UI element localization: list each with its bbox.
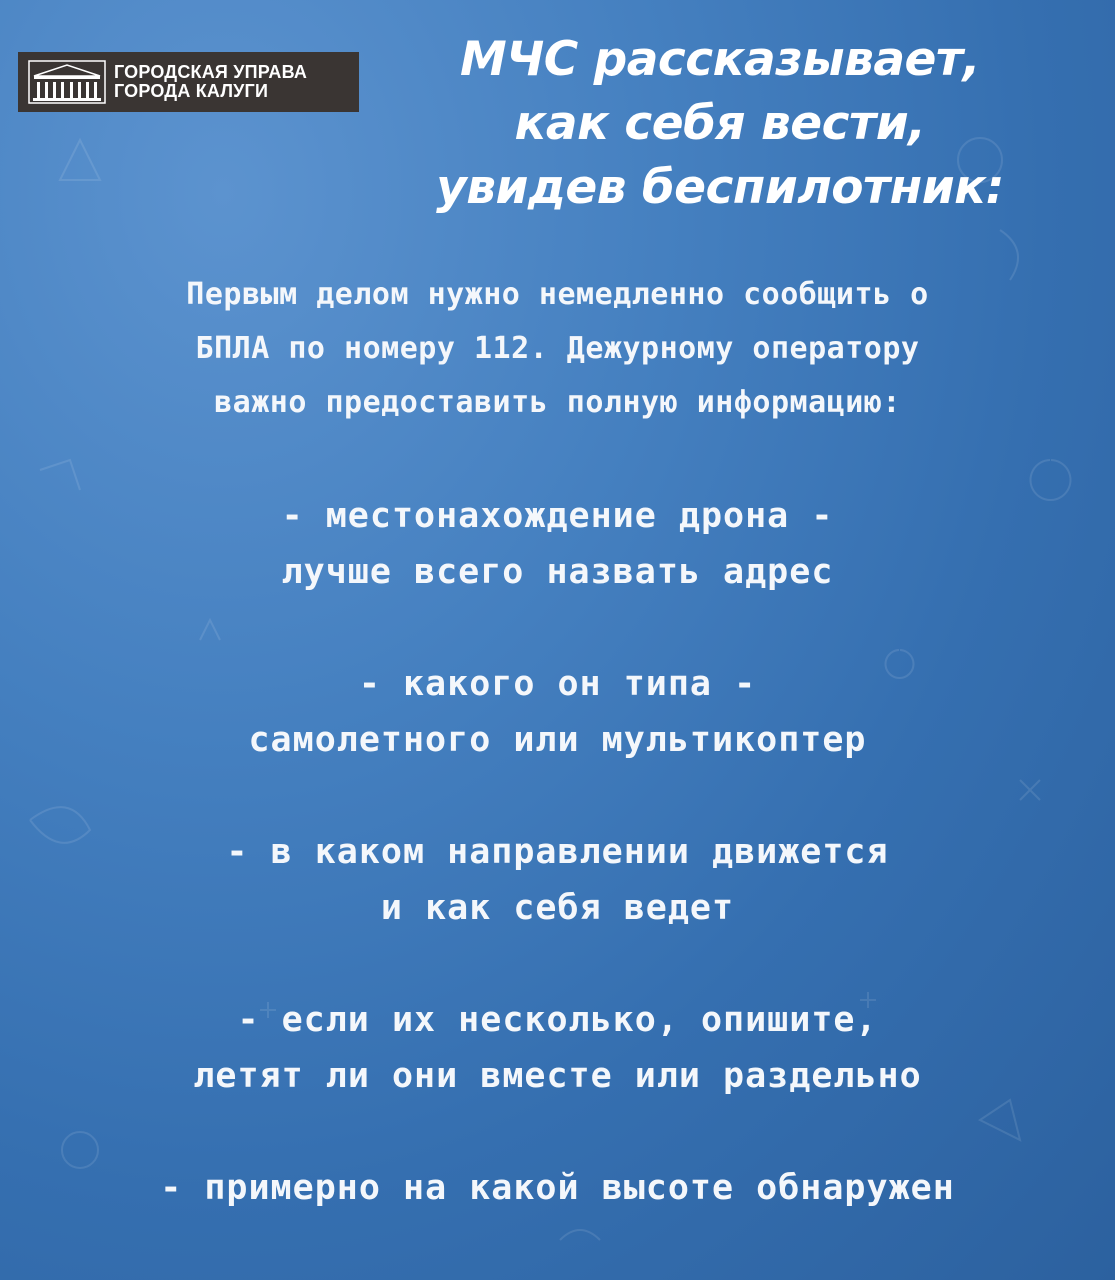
list-item-line: самолетного или мультикоптер <box>248 720 867 760</box>
list-item-line: - примерно на какой высоте обнаружен <box>160 1168 955 1208</box>
page-title <box>370 28 1070 220</box>
list-item-line: и как себя ведет <box>380 888 735 928</box>
logo-line-1: ГОРОДСКАЯ УПРАВА <box>114 62 308 82</box>
list-item-multiple <box>0 992 1115 1104</box>
list-item-direction <box>0 824 1115 936</box>
list-item-altitude <box>0 1160 1115 1216</box>
instruction-list <box>0 488 1115 1216</box>
list-item-line: лучше всего назвать адрес <box>281 552 834 592</box>
intro-line-2: БПЛА по номеру 112. Дежурному оператору <box>195 331 920 366</box>
list-item-line: - какого он типа - <box>358 664 757 704</box>
list-item-type <box>0 656 1115 768</box>
title-line-1: МЧС рассказывает, <box>459 32 981 87</box>
list-item-line: - местонахождение дрона - <box>281 496 834 536</box>
city-administration-logo <box>18 52 359 112</box>
title-line-3: увидев беспилотник: <box>436 160 1004 215</box>
list-item-location <box>0 488 1115 600</box>
logo-caption <box>114 63 307 101</box>
logo-line-2: ГОРОДА КАЛУГИ <box>114 81 269 101</box>
intro-line-1: Первым делом нужно немедленно сообщить о <box>186 277 929 312</box>
city-hall-building-icon <box>28 60 106 104</box>
list-item-line: - если их несколько, опишите, <box>237 1000 878 1040</box>
title-line-2: как себя вести, <box>514 96 926 151</box>
intro-paragraph <box>0 268 1115 430</box>
list-item-line: - в каком направлении движется <box>226 832 889 872</box>
intro-line-3: важно предоставить полную информацию: <box>214 385 901 420</box>
list-item-line: летят ли они вместе или раздельно <box>193 1056 922 1096</box>
